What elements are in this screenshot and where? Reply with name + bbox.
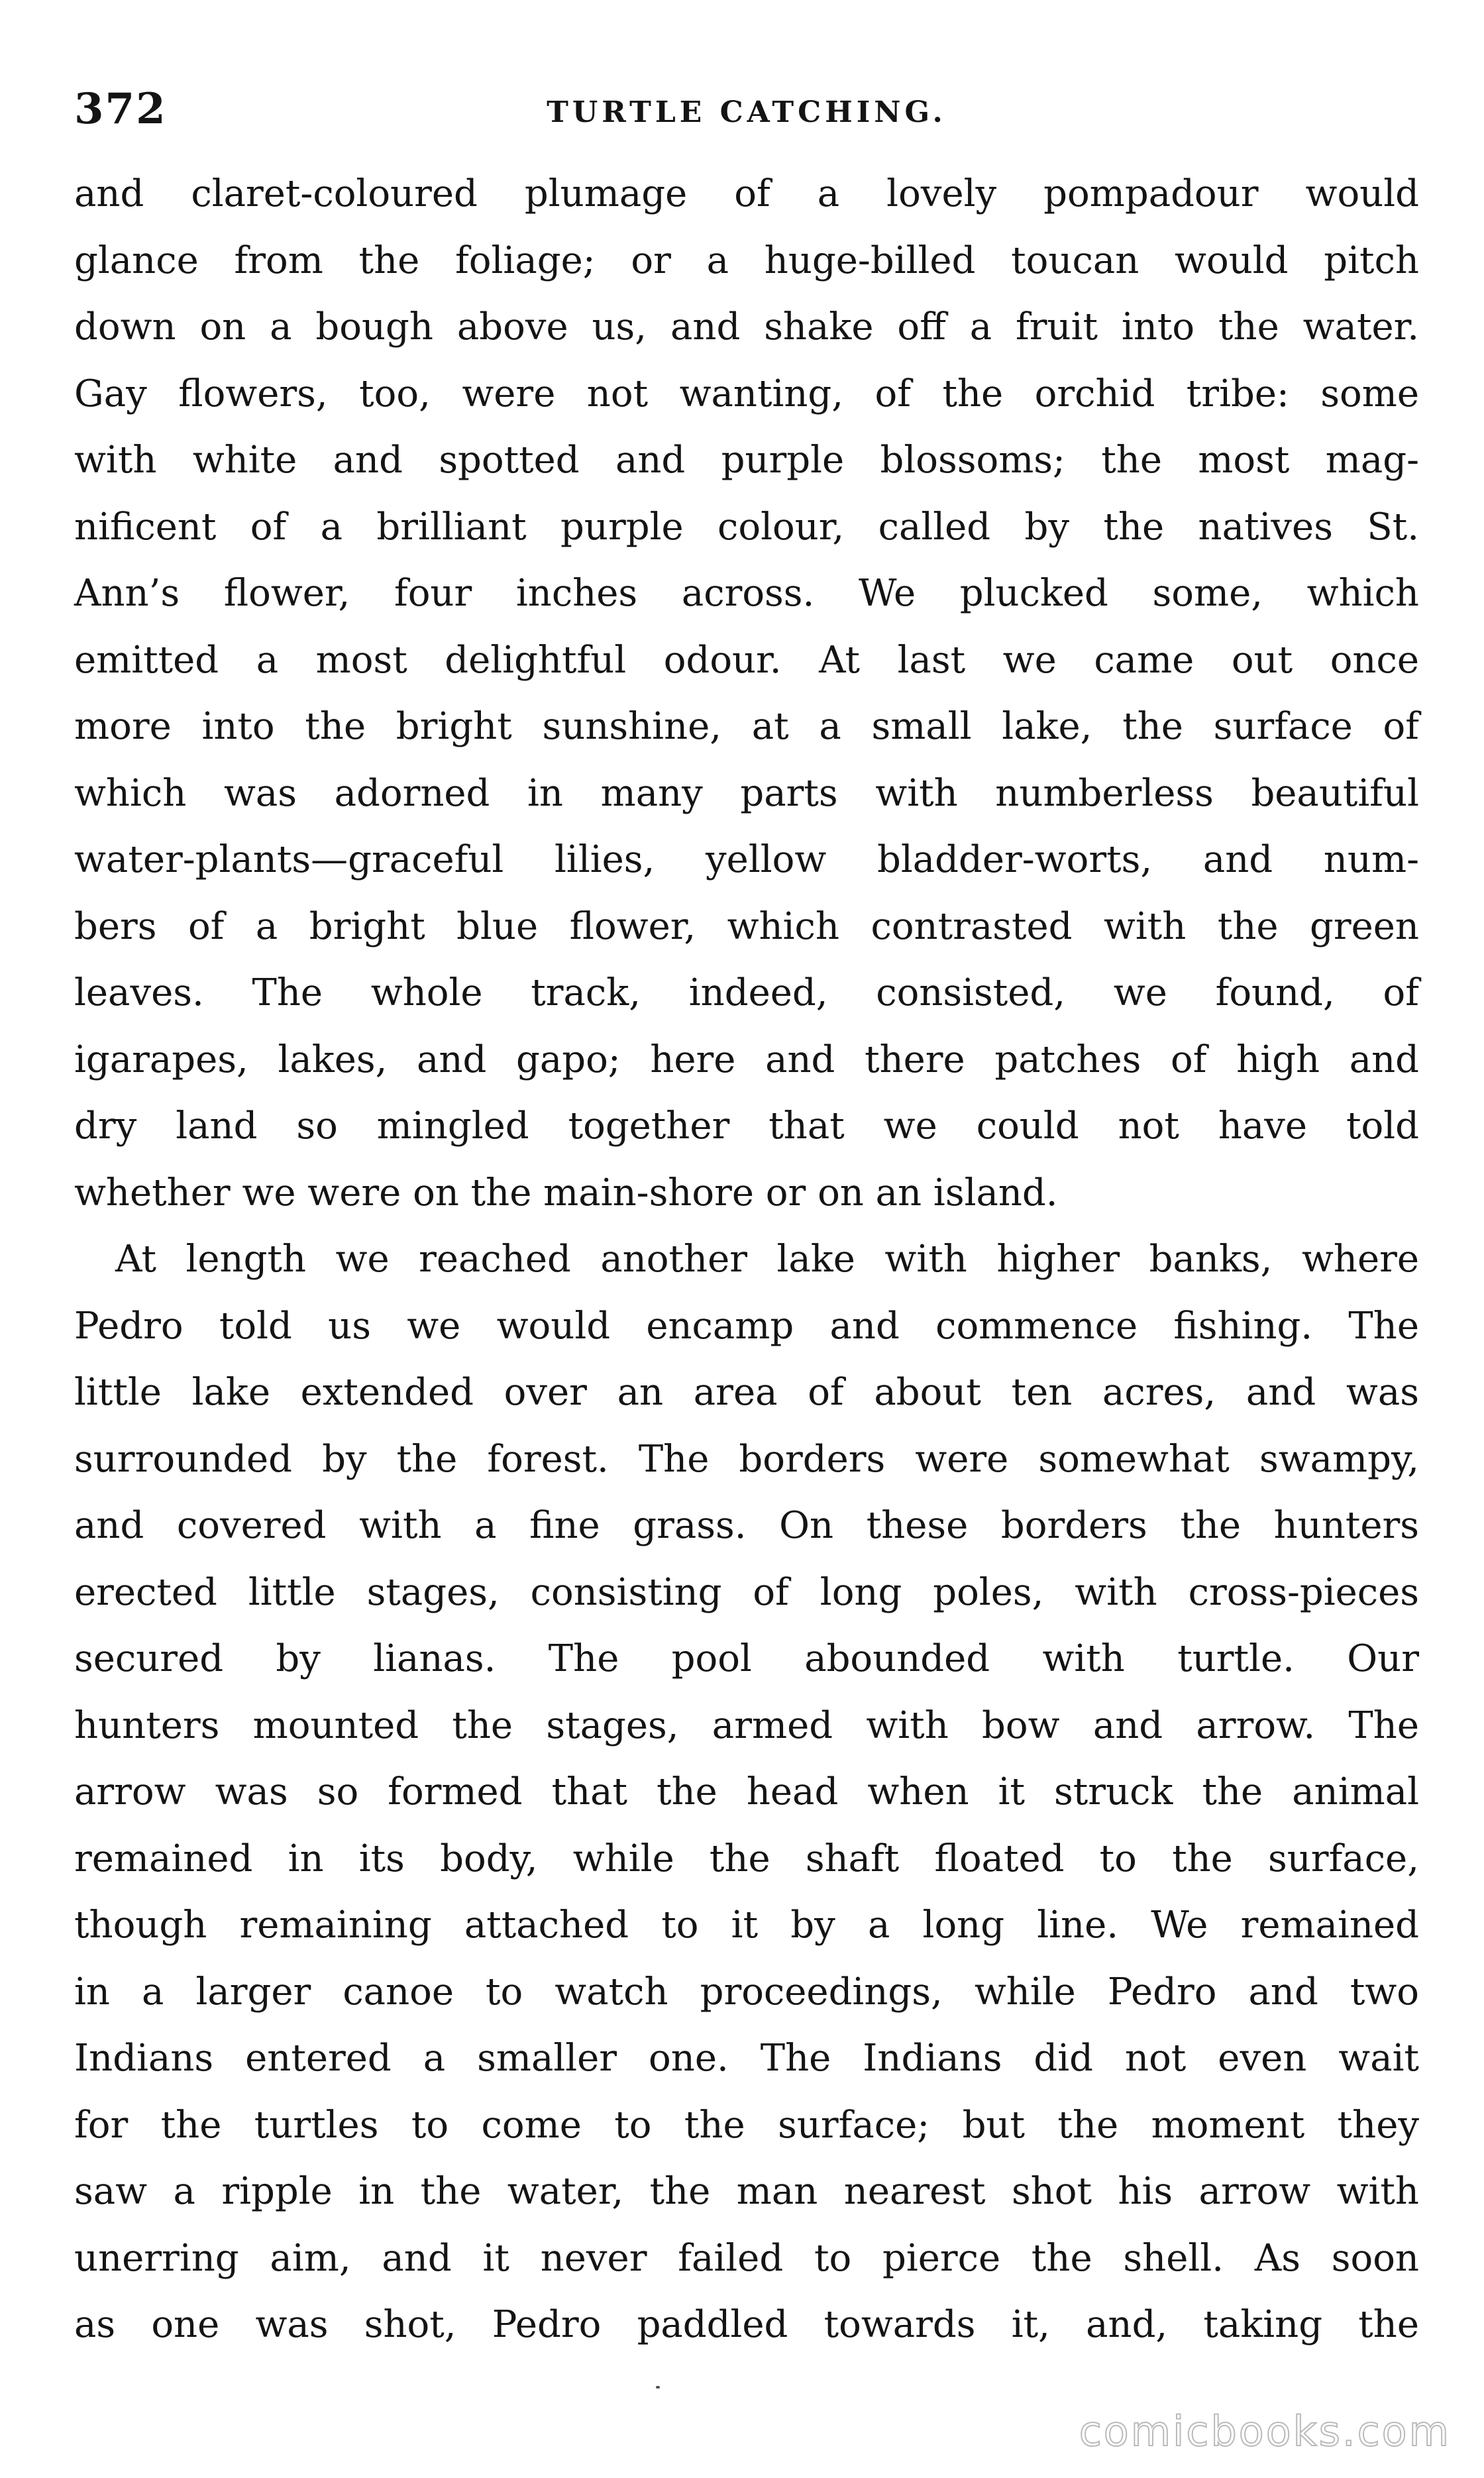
text-line: unerring aim, and it never failed to pierce the shell. As soon <box>74 2236 1419 2280</box>
text-line: which was adorned in many parts with numberless beautiful <box>74 771 1419 815</box>
text-line: with white and spotted and purple blossoms; the most mag- <box>74 439 1419 482</box>
text-line: as one was shot, Pedro paddled towards it, and, taking the <box>74 2303 1419 2346</box>
text-line: remained in its body, while the shaft floated to the surface, <box>74 1837 1419 1880</box>
text-line: emitted a most delightful odour. At last we came out once <box>74 638 1419 682</box>
text-line: nificent of a brilliant purple colour, called by the natives St. <box>74 505 1419 549</box>
text-line: arrow was so formed that the head when it struck the animal <box>74 1770 1419 1813</box>
page-number: 372 <box>74 84 167 134</box>
text-line: though remaining attached to it by a long line. We remained <box>74 1904 1419 1947</box>
text-line: Pedro told us we would encamp and commence fishing. The <box>74 1304 1419 1348</box>
text-line: erected little stages, consisting of long poles, with cross-pieces <box>74 1570 1419 1614</box>
running-head: TURTLE CATCHING. <box>547 95 947 129</box>
text-line: igarapes, lakes, and gapo; here and there patches of high and <box>74 1038 1419 1081</box>
printer-mark <box>656 2386 660 2389</box>
body-text <box>74 161 1419 2359</box>
text-line: for the turtles to come to the surface; but the moment they <box>74 2103 1419 2147</box>
page-header <box>74 73 1419 146</box>
text-line: little lake extended over an area of about ten acres, and was <box>74 1371 1419 1414</box>
text-line: and claret-coloured plumage of a lovely pompadour would <box>74 172 1419 215</box>
text-line: more into the bright sunshine, at a small lake, the surface of <box>74 705 1419 748</box>
text-line: surrounded by the forest. The borders were somewhat swampy, <box>74 1437 1419 1481</box>
paragraph-end-line: whether we were on the main-shore or on an island. <box>74 1171 1058 1214</box>
text-line: bers of a bright blue flower, which contrasted with the green <box>74 904 1419 948</box>
text-line: water-plants—graceful lilies, yellow bladder-worts, and num- <box>74 838 1419 881</box>
text-line: in a larger canoe to watch proceedings, while Pedro and two <box>74 1970 1419 2014</box>
text-line: Ann’s flower, four inches across. We plucked some, which <box>74 572 1419 615</box>
text-line: Gay flowers, too, were not wanting, of the orchid tribe: some <box>74 372 1419 415</box>
text-line: secured by lianas. The pool abounded with turtle. Our <box>74 1637 1419 1680</box>
text-line: and covered with a fine grass. On these borders the hunters <box>74 1504 1419 1547</box>
text-line: dry land so mingled together that we could not have told <box>74 1104 1419 1148</box>
text-line: glance from the foliage; or a huge-billed toucan would pitch <box>74 239 1419 282</box>
watermark: comicbooks.com <box>1079 2407 1451 2455</box>
paragraph-start-line: At length we reached another lake with higher banks, where <box>115 1238 1419 1281</box>
text-line: hunters mounted the stages, armed with bow and arrow. The <box>74 1703 1419 1747</box>
text-line: Indians entered a smaller one. The Indians did not even wait <box>74 2037 1419 2080</box>
text-line: saw a ripple in the water, the man nearest shot his arrow with <box>74 2170 1419 2213</box>
text-line: leaves. The whole track, indeed, consisted, we found, of <box>74 971 1419 1014</box>
text-line: down on a bough above us, and shake off a fruit into the water. <box>74 305 1419 349</box>
